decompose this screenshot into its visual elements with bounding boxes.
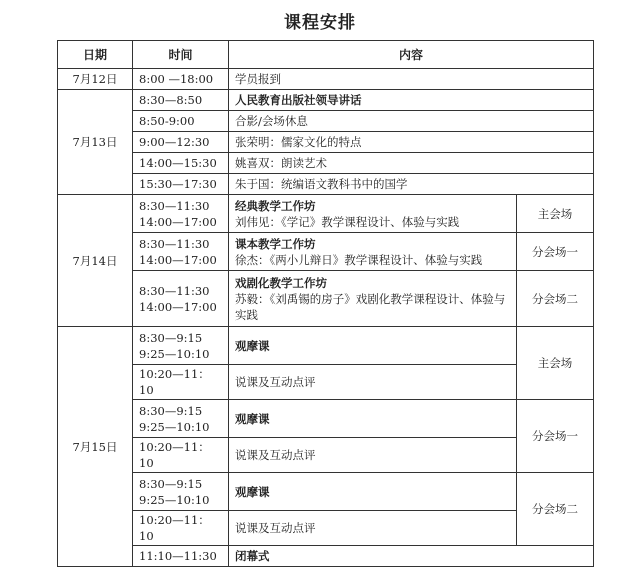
table-row [58,69,594,90]
session-heading: 观摩课 [235,411,270,426]
content-cell [229,400,517,438]
time-start: 8:30—9:15 [139,403,203,418]
schedule-table [57,40,594,567]
time-cell: 11:10—11:30 [133,546,229,567]
content-cell [229,546,594,567]
venue-cell: 主会场 [517,195,594,233]
content-cell [229,473,517,511]
time-cell: 10:20—11：10 [133,365,229,400]
time-start: 8:30—9:15 [139,330,203,345]
table-row [58,365,594,400]
date-cell: 7月14日 [58,195,133,327]
time-cell: 10:20—11：10 [133,438,229,473]
time-cell [133,233,229,271]
time-cell: 8:50-9:00 [133,111,229,132]
table-row [58,233,594,271]
time-end: 14:00—17:00 [139,214,217,229]
content-cell: 说课及互动点评 [229,365,517,400]
time-cell: 9:00—12:30 [133,132,229,153]
header-date: 日期 [58,41,133,69]
date-cell: 7月12日 [58,69,133,90]
page-title: 课程安排 [284,13,356,33]
table-row [58,327,594,365]
time-cell: 14:00—15:30 [133,153,229,174]
table-row [58,111,594,132]
time-cell: 10:20—11：10 [133,511,229,546]
table-row [58,174,594,195]
venue-cell: 分会场二 [517,271,594,327]
session-detail: 苏毅：《刘禹锡的房子》戏剧化教学课程设计、体验与实践 [235,291,506,322]
content-cell: 张荣明：儒家文化的特点 [229,132,594,153]
content-cell [229,327,517,365]
content-cell [229,233,517,271]
table-row [58,400,594,438]
session-heading: 人民教育出版社领导讲话 [235,93,362,107]
date-cell: 7月13日 [58,90,133,195]
time-start: 8:30—11:30 [139,198,210,213]
content-cell: 合影/会场休息 [229,111,594,132]
table-row [58,473,594,511]
time-cell: 15:30—17:30 [133,174,229,195]
content-cell [229,195,517,233]
content-cell: 学员报到 [229,69,594,90]
session-heading: 经典教学工作坊 [235,198,316,213]
time-cell [133,473,229,511]
table-row [58,546,594,567]
session-heading: 观摩课 [235,338,270,353]
time-cell [133,400,229,438]
content-cell [229,271,517,327]
session-detail: 徐杰：《两小儿辩日》教学课程设计、体验与实践 [235,252,483,267]
time-start: 8:30—11:30 [139,236,210,251]
table-row [58,153,594,174]
time-end: 9:25—10:10 [139,492,210,507]
time-cell: 8:30—8:50 [133,90,229,111]
time-end: 14:00—17:00 [139,252,217,267]
venue-cell: 主会场 [517,327,594,400]
header-content: 内容 [229,41,594,69]
venue-cell: 分会场一 [517,233,594,271]
time-end: 14:00—17:00 [139,299,217,314]
time-end: 9:25—10:10 [139,346,210,361]
time-cell [133,327,229,365]
table-row [58,132,594,153]
table-row [58,438,594,473]
session-heading: 戏剧化教学工作坊 [235,275,327,290]
date-cell: 7月15日 [58,327,133,567]
venue-cell: 分会场一 [517,400,594,473]
table-row [58,90,594,111]
table-row [58,511,594,546]
time-cell: 8:00 —18:00 [133,69,229,90]
table-row [58,195,594,233]
session-heading: 闭幕式 [235,549,270,563]
content-cell: 说课及互动点评 [229,511,517,546]
header-row [58,41,594,69]
time-start: 8:30—9:15 [139,476,203,491]
content-cell: 说课及互动点评 [229,438,517,473]
time-cell [133,271,229,327]
session-heading: 观摩课 [235,484,270,499]
content-cell: 朱于国：统编语文教科书中的国学 [229,174,594,195]
session-heading: 课本教学工作坊 [235,236,316,251]
time-start: 8:30—11:30 [139,283,210,298]
content-cell [229,90,594,111]
time-end: 9:25—10:10 [139,419,210,434]
time-cell [133,195,229,233]
header-time: 时间 [133,41,229,69]
table-row [58,271,594,327]
venue-cell: 分会场二 [517,473,594,546]
content-cell: 姚喜双：朗读艺术 [229,153,594,174]
session-detail: 刘伟见：《学记》教学课程设计、体验与实践 [235,214,460,229]
